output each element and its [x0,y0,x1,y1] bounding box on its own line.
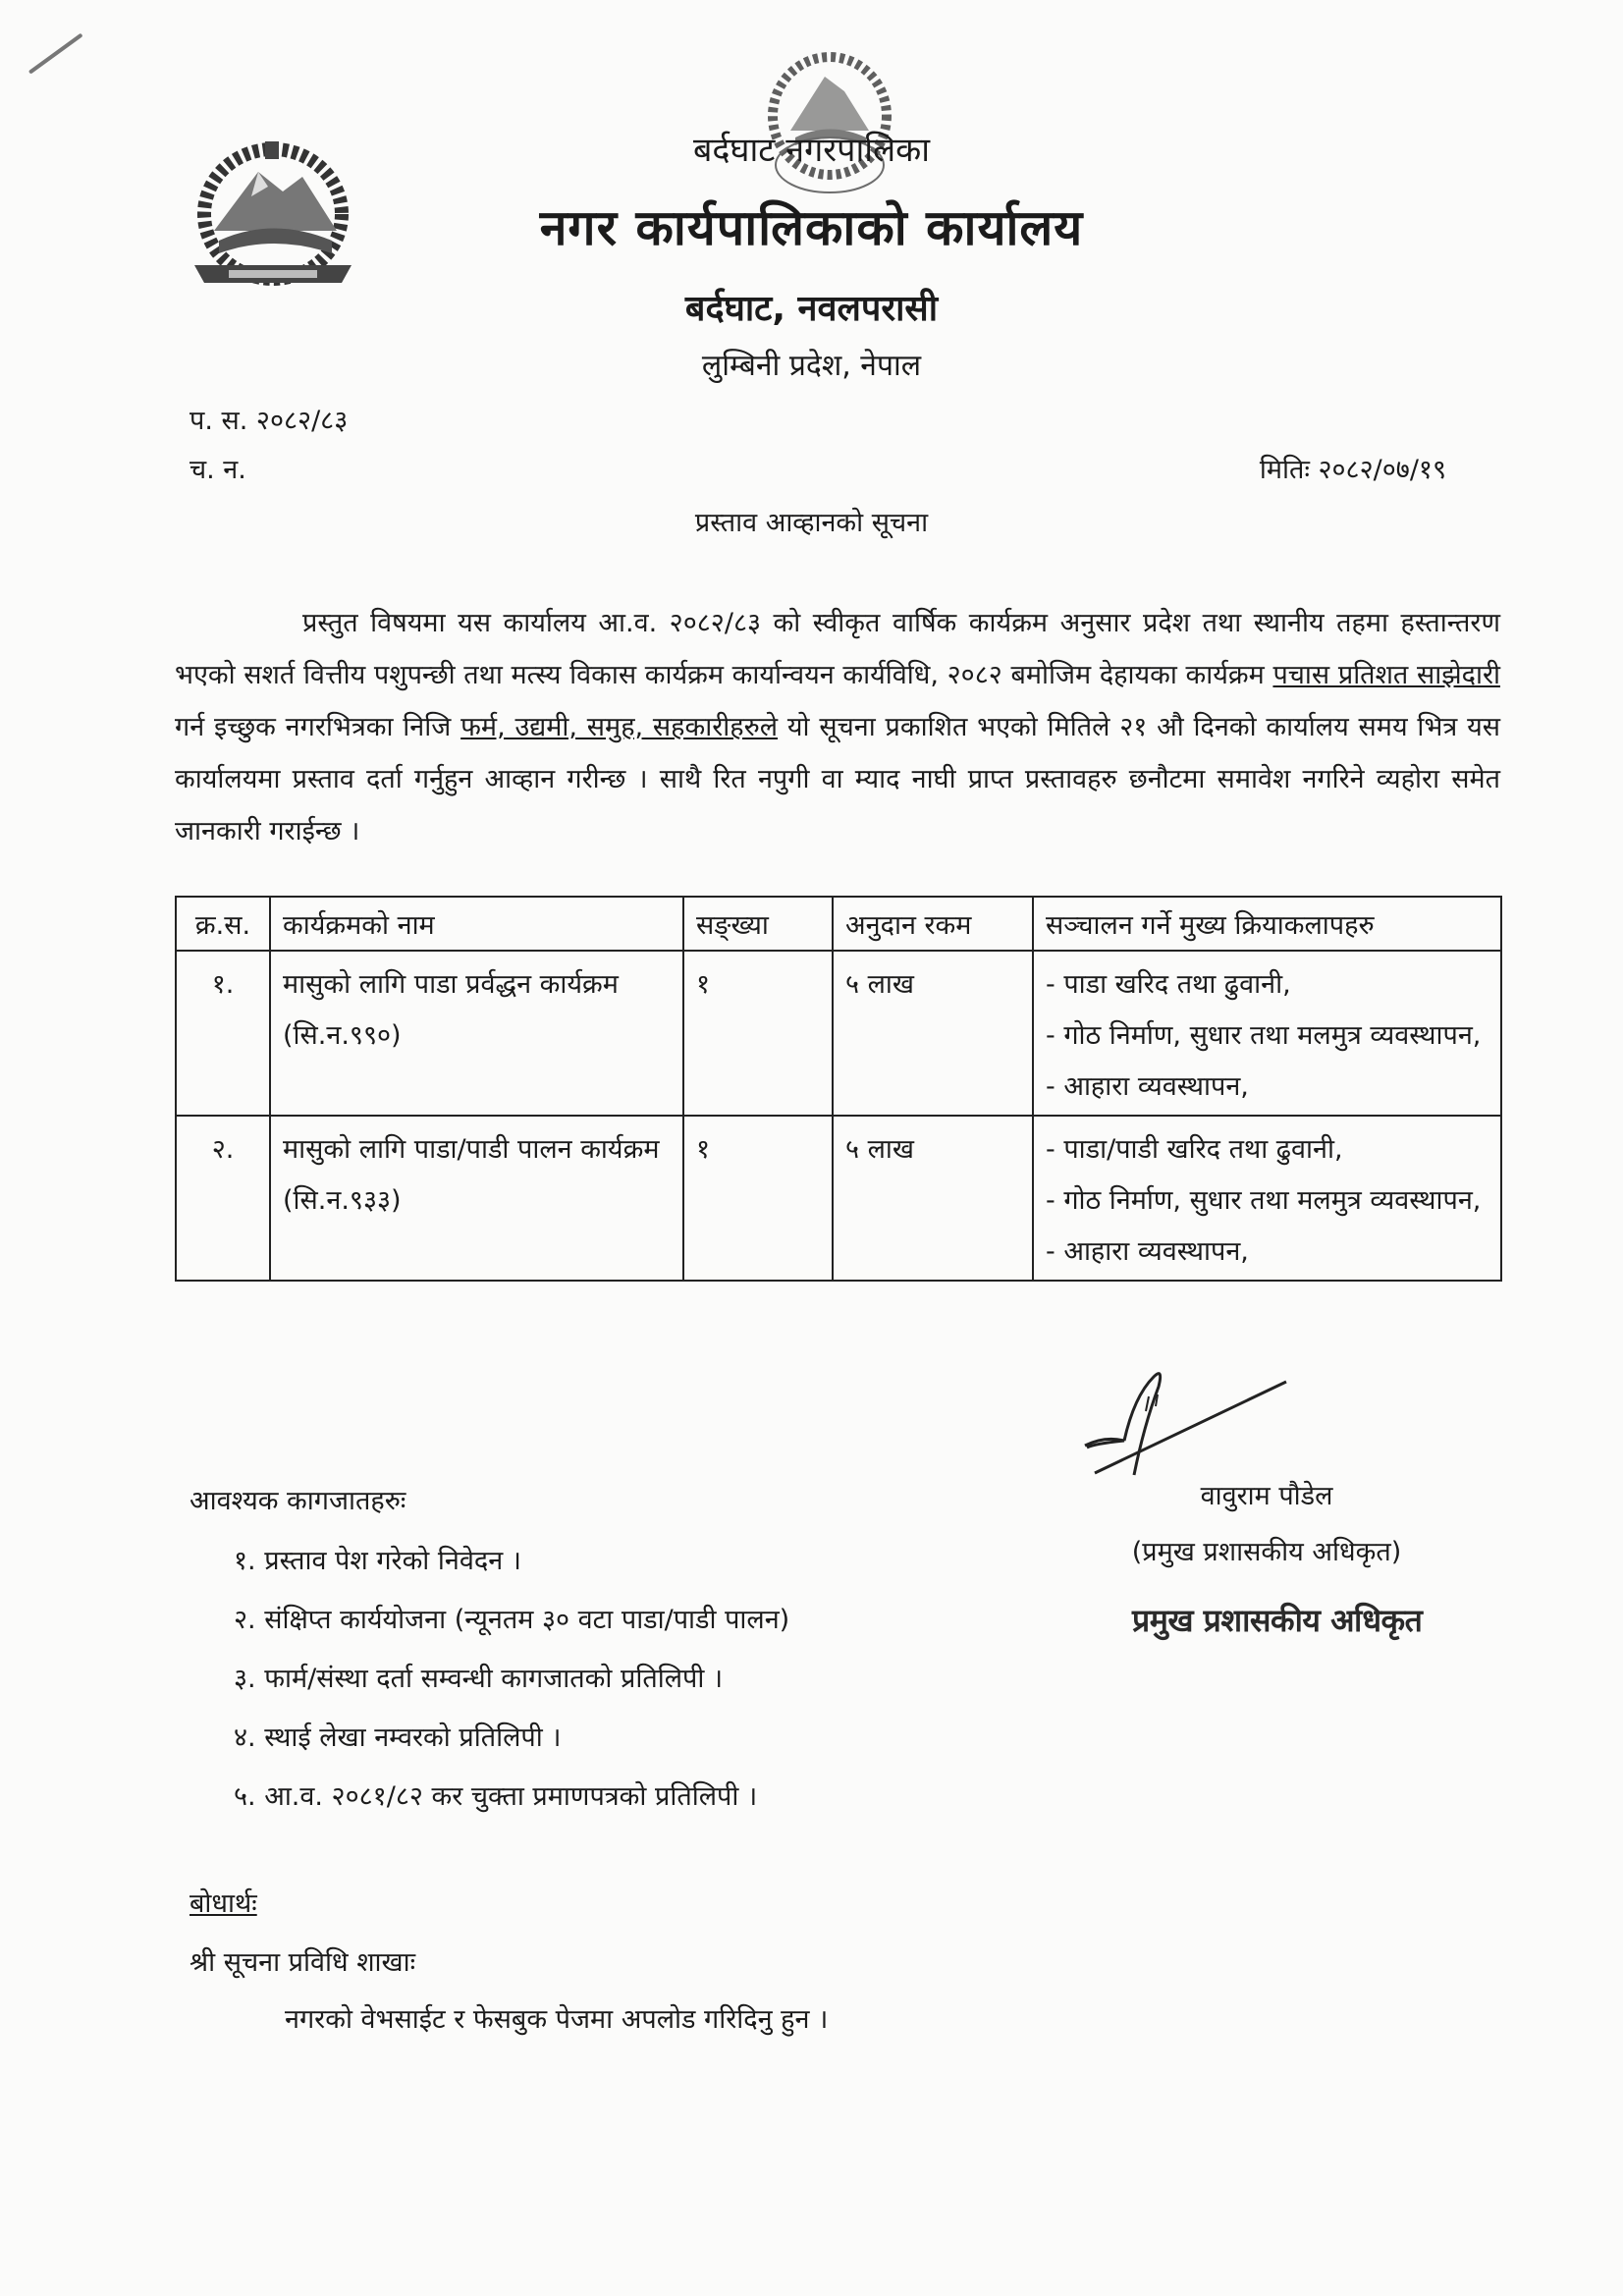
activity-item: - गोठ निर्माण, सुधार तथा मलमुत्र व्यवस्थापन, [1046,1020,1482,1051]
municipality-name: बर्दघाट नगरपालिका [692,131,931,170]
signature-icon [1065,1367,1301,1485]
list-item: ४. स्थाई लेखा नम्वरको प्रतिलिपी । [234,1722,562,1753]
program-table [175,896,1502,1282]
serial-cell: १. [176,951,270,1116]
activity-item: - पाडा/पाडी खरिद तथा ढुवानी, [1046,1134,1343,1165]
activities-cell [1033,951,1501,1116]
activities-cell [1033,1116,1501,1281]
required-documents-list [234,1532,789,1827]
column-header: कार्यक्रमको नाम [270,897,683,951]
office-title: नगर कार्यपालिकाको कार्यालय [539,199,1084,256]
column-header: सङ्ख्या [683,897,833,951]
letter-date: मितिः २०८२/०७/१९ [1259,455,1446,485]
table-header-row [176,897,1501,951]
column-header: क्र.स. [176,897,270,951]
column-header: अनुदान रकम [833,897,1033,951]
required-documents-heading: आवश्यक कागजातहरुः [189,1486,406,1516]
dispatch-number: च. न. [189,455,246,485]
body-text: गर्न इच्छुक नगरभित्रका निजि [175,712,461,742]
province-country: लुम्बिनी प्रदेश, नेपाल [701,349,922,383]
body-emphasis: फर्म, उद्यमी, समुह, सहकारीहरुले [460,712,779,742]
body-text: यो सूचना प्रकाशित भएको मितिले २१ औ दिनको कार्यालय समय भित्र यस कार्यालयमा प्रस्ताव दर्ता गर्नुहुन आव्हान गरीन्छ । साथै रित नपुगी वा म्याद नाघी प्राप्त प्रस्तावहरु छनौटमा समावेश नगरिने व्यहोरा समेत जानकारी गराईन्छ । [175,712,1500,847]
grant-cell: ५ लाख [833,951,1033,1116]
fiscal-year-ref: प. स. २०८२/८३ [189,406,349,436]
column-header: सञ्चालन गर्ने मुख्य क्रियाकलापहरु [1033,897,1501,951]
list-item: १. प्रस्ताव पेश गरेको निवेदन । [234,1546,522,1576]
table-row [176,951,1501,1116]
notice-title: प्रस्ताव आव्हानको सूचना [694,508,929,538]
activity-item: - गोठ निर्माण, सुधार तथा मलमुत्र व्यवस्थापन, [1046,1185,1482,1216]
body-emphasis: पचास प्रतिशत साझेदारी [1272,660,1500,690]
cc-instruction: नगरको वेभसाईट र फेसबुक पेजमा अपलोड गरिदिनु हुन । [285,2004,829,2035]
grant-cell: ५ लाख [833,1116,1033,1281]
cc-recipient: श्री सूचना प्रविधि शाखाः [189,1947,416,1978]
count-cell: १ [683,951,833,1116]
signatory-name: वावुराम पौडेल [1200,1481,1333,1511]
activity-item: - आहारा व्यवस्थापन, [1046,1236,1249,1267]
official-stamp: प्रमुख प्रशासकीय अधिकृत [1132,1602,1423,1639]
activity-item: - पाडा खरिद तथा ढुवानी, [1046,969,1291,1000]
office-location: बर्दघाट, नवलपरासी [684,289,939,329]
body-text: प्रस्तुत विषयमा यस कार्यालय आ.व. २०८२/८३ को स्वीकृत वार्षिक कार्यक्रम अनुसार प्रदेश तथा स्थानीय तहमा हस्तान्तरण भएको सशर्त वित्तीय पशुपन्छी तथा मत्स्य विकास कार्यक्रम कार्यान्वयन कार्यविधि, २०८२ बमोजिम देहायका कार्यक्रम [175,608,1500,690]
activity-item: - आहारा व्यवस्थापन, [1046,1071,1249,1102]
signatory-title: (प्रमुख प्रशासकीय अधिकृत) [1131,1537,1402,1567]
table-row [176,1116,1501,1281]
serial-cell: २. [176,1116,270,1281]
list-item: २. संक्षिप्त कार्ययोजना (न्यूनतम ३० वटा पाडा/पाडी पालन) [234,1605,790,1635]
cc-heading: बोधार्थः [189,1888,257,1919]
list-item: ३. फार्म/संस्था दर्ता सम्वन्धी कागजातको प्रतिलिपी । [234,1664,724,1694]
program-name-cell: मासुको लागि पाडा/पाडी पालन कार्यक्रम (सि.न.९३३) [270,1116,683,1281]
notice-body [175,597,1500,857]
count-cell: १ [683,1116,833,1281]
staple-mark [28,33,83,75]
list-item: ५. आ.व. २०८१/८२ कर चुक्ता प्रमाणपत्रको प्रतिलिपी । [234,1781,758,1812]
program-name-cell: मासुको लागि पाडा प्रर्वद्धन कार्यक्रम (सि.न.९९०) [270,951,683,1116]
